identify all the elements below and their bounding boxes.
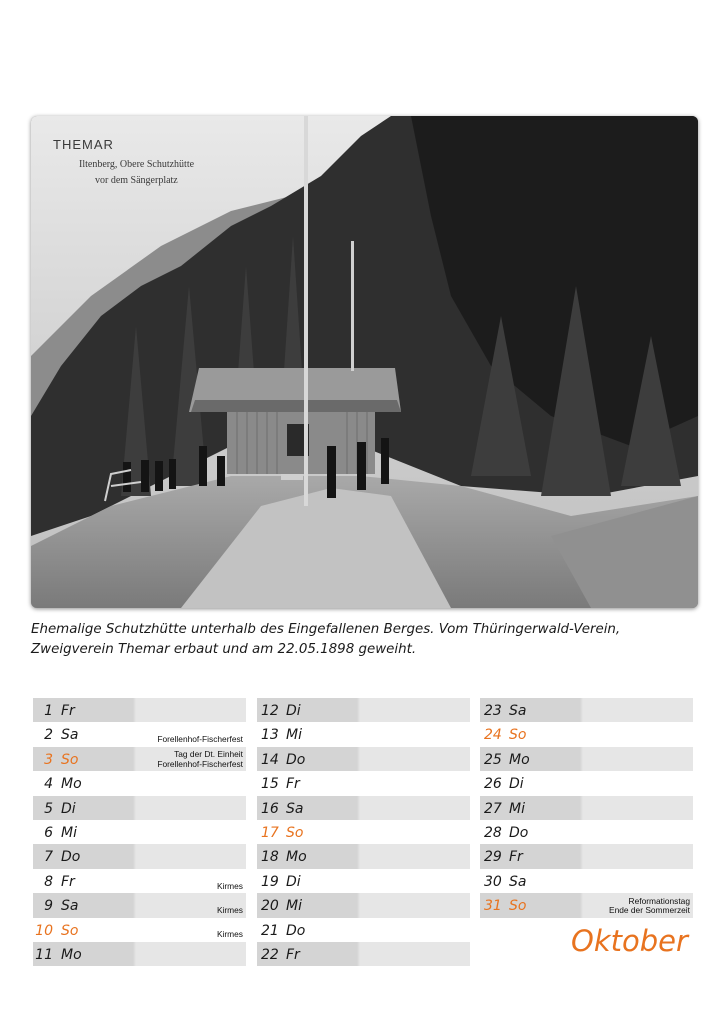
calendar-day-row — [480, 869, 693, 893]
weekday-label: Di — [286, 703, 301, 719]
weekday-label: So — [61, 922, 79, 939]
calendar-day-row — [257, 747, 470, 771]
calendar-day-row — [33, 722, 246, 746]
calendar-day-row — [33, 698, 246, 722]
calendar-day-row — [480, 844, 693, 868]
weekday-label: Fr — [61, 873, 75, 890]
day-number: 18 — [261, 849, 279, 866]
weekday-label: Mo — [286, 849, 307, 866]
day-number: 19 — [261, 873, 279, 890]
weekday-label: Sa — [61, 898, 79, 915]
day-number: 16 — [261, 800, 279, 817]
day-number: 30 — [484, 873, 502, 890]
calendar-day-row — [33, 771, 246, 795]
calendar-day-row — [33, 820, 246, 844]
calendar-column-1 — [33, 698, 246, 966]
event-note: Kirmes — [216, 880, 243, 891]
day-number: 20 — [261, 898, 279, 915]
day-number: 8 — [44, 873, 53, 890]
calendar-day-row — [33, 869, 246, 893]
calendar-day-row — [257, 698, 470, 722]
postcard-line-1: Iltenberg, Obere Schutzhütte — [79, 159, 195, 170]
calendar-day-row — [33, 747, 246, 771]
day-number: 15 — [261, 776, 279, 793]
weekday-label: So — [61, 751, 79, 768]
weekday-label: Di — [61, 800, 76, 817]
day-number: 12 — [261, 703, 279, 719]
day-number: 10 — [35, 922, 53, 939]
weekday-label: Fr — [286, 946, 300, 963]
weekday-label: Mi — [61, 824, 77, 841]
weekday-label: Fr — [61, 703, 75, 719]
day-number: 24 — [484, 727, 502, 744]
weekday-label: Di — [509, 776, 524, 793]
event-note: Tag der Dt. Einheit Forellenhof-Fischerfest — [157, 749, 243, 769]
calendar-column-3 — [480, 698, 693, 918]
event-note: Kirmes — [216, 929, 243, 940]
weekday-label: Do — [286, 922, 306, 939]
calendar-day-row — [33, 844, 246, 868]
calendar-day-row — [257, 820, 470, 844]
calendar-day-row — [480, 722, 693, 746]
day-number: 1 — [44, 703, 53, 719]
month-title: Oktober — [571, 924, 688, 958]
weekday-label: So — [509, 898, 527, 915]
weekday-label: Mi — [509, 800, 525, 817]
day-number: 22 — [261, 946, 279, 963]
day-number: 7 — [44, 849, 53, 866]
day-number: 5 — [44, 800, 53, 817]
calendar-day-row — [480, 796, 693, 820]
weekday-label: Mo — [61, 946, 82, 963]
postcard-title: THEMAR — [53, 137, 114, 152]
day-number: 11 — [35, 946, 53, 963]
calendar-day-row — [480, 893, 693, 917]
weekday-label: Do — [61, 849, 81, 866]
calendar-day-row — [257, 771, 470, 795]
event-note: Forellenhof-Fischerfest — [157, 734, 243, 745]
postcard-line-2: vor dem Sängerplatz — [95, 175, 178, 186]
day-number: 21 — [261, 922, 279, 939]
calendar-day-row — [33, 893, 246, 917]
calendar-day-row — [257, 918, 470, 942]
weekday-label: Sa — [509, 703, 527, 719]
day-number: 3 — [44, 751, 53, 768]
weekday-label: Di — [286, 873, 301, 890]
weekday-label: Mi — [286, 898, 302, 915]
day-number: 25 — [484, 751, 502, 768]
historic-photo — [31, 116, 698, 608]
calendar-day-row — [480, 771, 693, 795]
calendar-day-row — [33, 796, 246, 820]
event-note: Reformationstag Ende der Sommerzeit — [609, 895, 690, 916]
calendar-day-row — [33, 942, 246, 966]
weekday-label: Do — [509, 824, 529, 841]
calendar-day-row — [480, 747, 693, 771]
calendar-day-row — [480, 698, 693, 722]
weekday-label: Sa — [61, 727, 79, 744]
day-number: 17 — [261, 824, 279, 841]
day-number: 31 — [484, 898, 502, 915]
calendar-day-row — [33, 918, 246, 942]
day-number: 4 — [44, 776, 53, 793]
day-number: 29 — [484, 849, 502, 866]
day-number: 14 — [261, 751, 279, 768]
photo-caption: Ehemalige Schutzhütte unterhalb des Eingefallenen Berges. Vom Thüringerwald-Verein, Zweigverein Themar erbaut und am 22.05.1898 geweiht. — [31, 622, 621, 657]
day-number: 2 — [44, 727, 53, 744]
day-number: 13 — [261, 727, 279, 744]
weekday-label: Sa — [286, 800, 304, 817]
weekday-label: Sa — [509, 873, 527, 890]
weekday-label: Do — [286, 751, 306, 768]
calendar-day-row — [257, 796, 470, 820]
calendar-day-row — [480, 820, 693, 844]
calendar-day-row — [257, 942, 470, 966]
weekday-label: Mo — [509, 751, 530, 768]
calendar-day-row — [257, 722, 470, 746]
calendar-column-2 — [257, 698, 470, 966]
event-note: Kirmes — [216, 905, 243, 916]
weekday-label: Fr — [286, 776, 300, 793]
day-number: 26 — [484, 776, 502, 793]
calendar-day-row — [257, 869, 470, 893]
day-number: 23 — [484, 703, 502, 719]
calendar-day-row — [257, 893, 470, 917]
day-number: 9 — [44, 898, 53, 915]
weekday-label: Mo — [61, 776, 82, 793]
weekday-label: So — [509, 727, 527, 744]
weekday-label: So — [286, 824, 304, 841]
day-number: 28 — [484, 824, 502, 841]
weekday-label: Mi — [286, 727, 302, 744]
weekday-label: Fr — [509, 849, 523, 866]
calendar-day-row — [257, 844, 470, 868]
day-number: 27 — [484, 800, 502, 817]
day-number: 6 — [44, 824, 53, 841]
